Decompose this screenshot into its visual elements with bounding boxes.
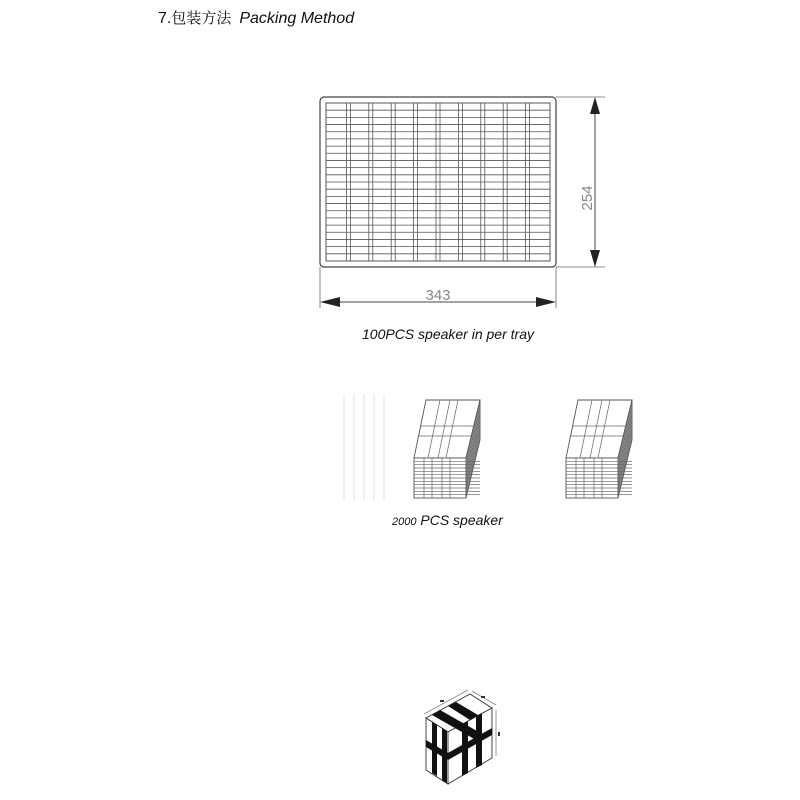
section-heading <box>158 8 354 29</box>
section-number: 7. <box>158 10 172 27</box>
section-title-cn: 包装方法 <box>171 9 232 27</box>
height-dimension <box>556 97 605 267</box>
stack-caption <box>392 512 503 528</box>
stack-caption-qty: 2000 <box>392 516 417 528</box>
tray-grid <box>326 103 550 261</box>
width-dimension <box>320 267 556 308</box>
carton-diagram <box>418 688 508 788</box>
faint-lines <box>340 392 400 502</box>
section-title-en: Packing Method <box>239 10 355 27</box>
tray-caption: 100PCS speaker in per tray <box>362 326 534 342</box>
tray-stack-right <box>562 398 638 502</box>
stack-caption-text: PCS speaker <box>416 512 503 528</box>
height-label: 254 <box>579 185 596 211</box>
tray-stack-left <box>410 398 486 502</box>
tray-diagram <box>310 92 610 312</box>
width-label: 343 <box>425 287 451 304</box>
